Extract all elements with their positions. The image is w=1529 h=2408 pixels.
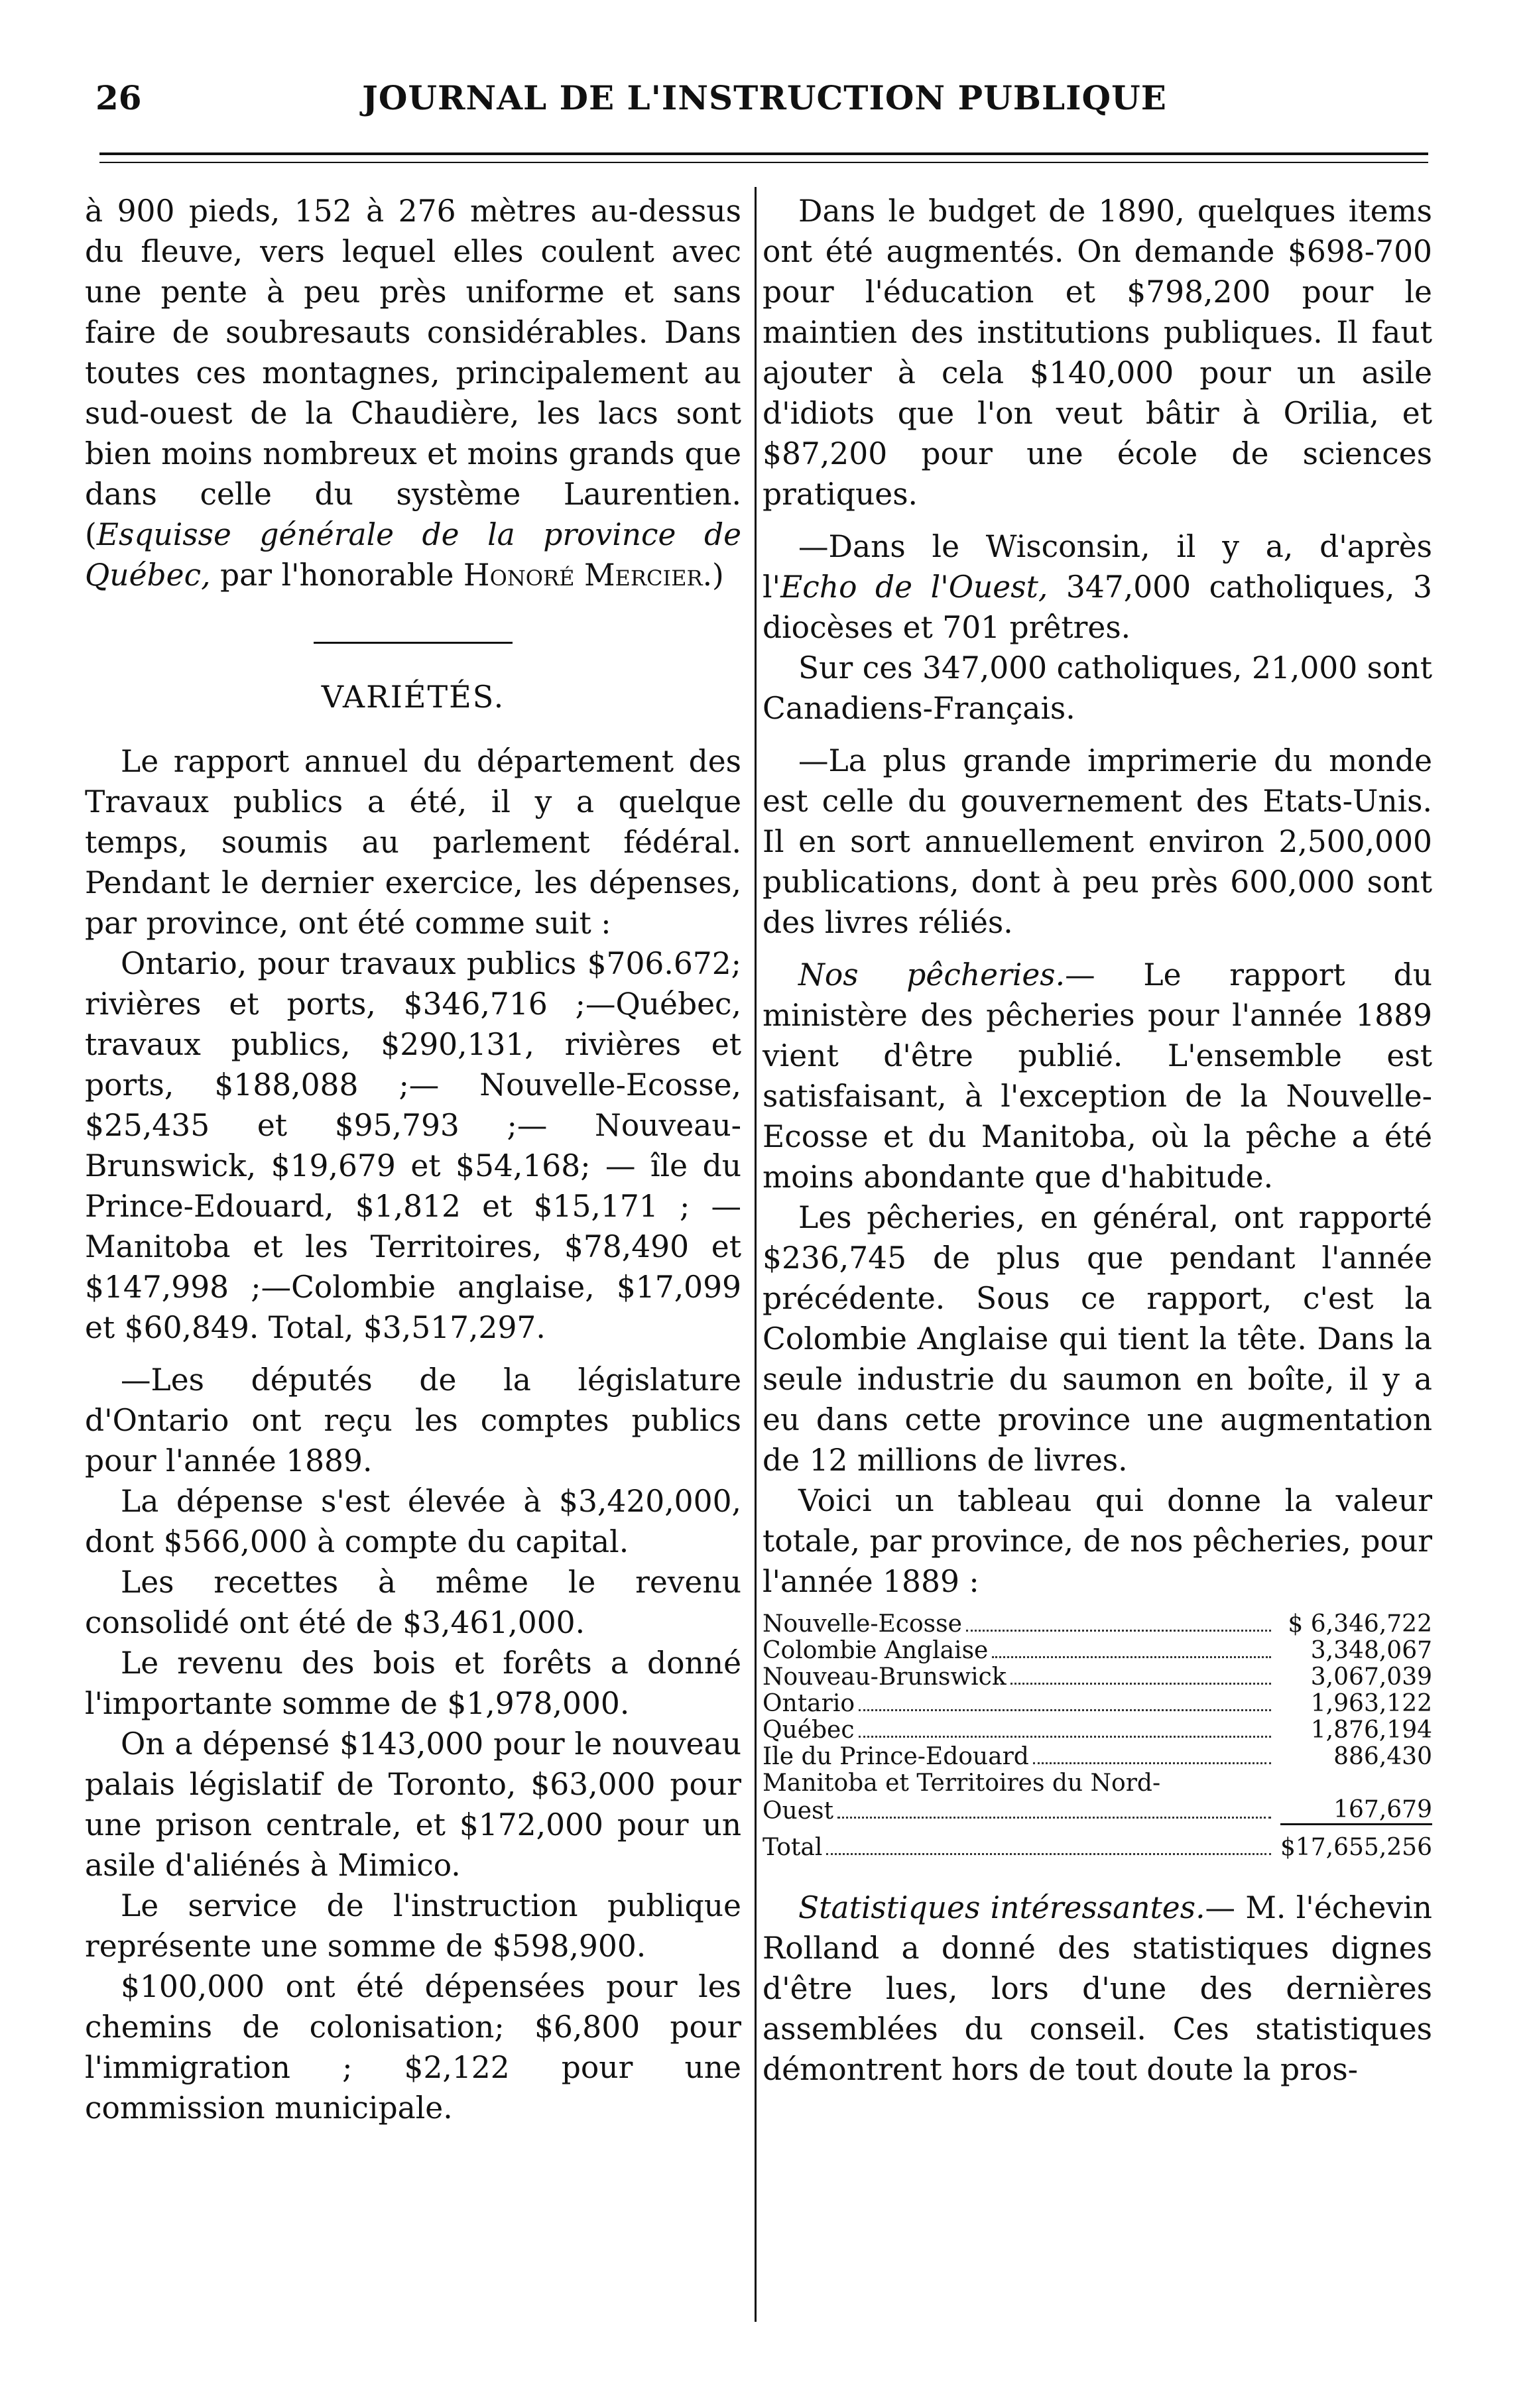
run-in-heading: Statistiques intéressantes. — [798, 1890, 1205, 1925]
table-row — [763, 1744, 1432, 1770]
dot-leader — [837, 1817, 1271, 1819]
value-cell: $ 6,346,722 — [1288, 1610, 1432, 1638]
total-value: $17,655,256 — [1280, 1825, 1432, 1862]
leader-line — [763, 1744, 1275, 1770]
dot-leader — [859, 1709, 1271, 1711]
citation-by: par l'honorable — [210, 558, 463, 593]
paragraph — [763, 1888, 1432, 2090]
table-row — [763, 1797, 1432, 1825]
value-cell: 1,963,122 — [1310, 1690, 1432, 1717]
fisheries-table — [763, 1611, 1432, 1861]
table-row — [763, 1691, 1432, 1717]
province-cell — [763, 1717, 1280, 1744]
paragraph: Le service de l'instruction publique représente une somme de $598,900. — [85, 1888, 741, 1964]
paragraph: —La plus grande imprimerie du monde est celle du gouvernement des Etats-Unis. Il en sort annuellement environ 2,500,000 publications, dont à peu près 600,000 sont des livres réliés. — [763, 743, 1432, 940]
paragraph: Le revenu des bois et forêts a donné l'importante somme de $1,978,000. — [85, 1646, 741, 1721]
province-name: Nouvelle-Ecosse — [763, 1610, 962, 1638]
continued-text: à 900 pieds, 152 à 276 mètres au-dessus du fleuve, vers lequel elles coulent avec une pente à peu près uniforme et sans faire de soubresauts considérables. Dans toutes ces montagnes, principalement au sud-ouest de la Chaudière, les lacs sont bien moins nombreux et moins grands que dans celle du système Laurentien. ( — [85, 194, 741, 552]
table-row — [763, 1638, 1432, 1664]
dot-leader — [859, 1736, 1271, 1738]
value-cell: 3,067,039 — [1310, 1663, 1432, 1691]
province-name: Ontario — [763, 1690, 855, 1717]
table-row — [763, 1717, 1432, 1744]
paragraph: Les pêcheries, en général, ont rapporté $236,745 de plus que pendant l'année précédente. Sous ce rapport, c'est la Colombie Anglaise qui tient la tête. Dans la seule industrie du saumon en boîte, il y a eu dans cette province une augmentation de 12 millions de livres. — [763, 1200, 1432, 1478]
province-cell — [763, 1797, 1280, 1825]
paragraph: Dans le budget de 1890, quelques items ont été augmentés. On demande $698-700 pour l'éducation et $798,200 pour le maintien des institutions publiques. Il faut ajouter à cela $140,000 pour un asile d'idiots que l'on veut bâtir à Orilia, et $87,200 pour une école de sciences pratiques. — [763, 194, 1432, 512]
left-column — [85, 191, 741, 2128]
continued-paragraph — [85, 191, 741, 595]
column-divider — [755, 187, 757, 2322]
paragraph: Voici un tableau qui donne la valeur totale, par province, de nos pêcheries, pour l'année 1889 : — [763, 1483, 1432, 1599]
value-cell: 886,430 — [1333, 1743, 1432, 1770]
section-divider — [314, 642, 513, 644]
province-cell — [763, 1691, 1280, 1717]
header-rule — [99, 152, 1428, 155]
province-cell: Manitoba et Territoires du Nord- — [763, 1770, 1161, 1797]
leader-line — [763, 1691, 1275, 1717]
paragraph-text: — Le rapport du ministère des pêcheries pour l'année 1889 vient d'être publié. L'ensemble est satisfaisant, à l'exception de la Nouvelle-Ecosse et du Manitoba, où la pêche a été moins abondante que d'habitude. — [763, 957, 1432, 1195]
leader-line — [763, 1798, 1275, 1825]
province-cell — [763, 1744, 1280, 1770]
leader-line — [763, 1835, 1275, 1861]
value-cell: 1,876,194 — [1310, 1716, 1432, 1744]
paragraph: Le rapport annuel du département des Travaux publics a été, il y a quelque temps, soumis au parlement fédéral. Pendant le dernier exercice, les dépenses, par province, ont été comme suit : — [85, 744, 741, 941]
paragraph: La dépense s'est élevée à $3,420,000, dont $566,000 à compte du capital. — [85, 1484, 741, 1559]
table-row — [763, 1770, 1432, 1797]
leader-line — [763, 1664, 1275, 1691]
section-title: VARIÉTÉS. — [321, 679, 505, 715]
table-row — [763, 1664, 1432, 1691]
dot-leader — [826, 1853, 1271, 1855]
paragraph-text: —Dans le Wisconsin, il y a, d'après l' — [763, 529, 1432, 605]
province-name: Colombie Anglaise — [763, 1637, 989, 1664]
table-row — [763, 1611, 1432, 1638]
paragraph-text: 347,000 catholiques, 3 diocèses et 701 prêtres. — [763, 570, 1432, 645]
value-cell: 167,679 — [1333, 1796, 1432, 1823]
province-cell — [763, 1638, 1280, 1664]
province-name: Total — [763, 1834, 823, 1861]
paragraph: Sur ces 347,000 catholiques, 21,000 sont Canadiens-Français. — [763, 650, 1432, 726]
total-row — [763, 1825, 1432, 1862]
right-column — [763, 191, 1432, 2090]
province-name: Nouveau-Brunswick — [763, 1663, 1007, 1691]
citation-author: Honoré Mercier — [463, 558, 703, 593]
leader-line — [763, 1611, 1275, 1638]
province-cell — [763, 1664, 1280, 1691]
running-head: JOURNAL DE L'INSTRUCTION PUBLIQUE — [362, 78, 1167, 117]
paragraph — [763, 955, 1432, 1197]
page-number: 26 — [95, 78, 142, 117]
header-rule-thin — [99, 162, 1428, 163]
paragraph: —Les députés de la législature d'Ontario ont reçu les comptes publics pour l'année 1889. — [85, 1362, 741, 1478]
paragraph: On a dépensé $143,000 pour le nouveau palais législatif de Toronto, $63,000 pour une prison centrale, et $172,000 pour un asile d'aliénés à Mimico. — [85, 1726, 741, 1883]
dot-leader — [1010, 1683, 1271, 1685]
paragraph: $100,000 ont été dépensées pour les chemins de colonisation; $6,800 pour l'immigration ; $2,122 pour une commission municipale. — [85, 1969, 741, 2126]
paragraph-text: — M. l'échevin Rolland a donné des statistiques dignes d'être lues, lors d'une des dernières assemblées du conseil. Ces statistiques démontrent hors de tout doute la pros- — [763, 1890, 1432, 2087]
dot-leader — [966, 1630, 1271, 1632]
dot-leader — [1033, 1762, 1271, 1764]
province-cell — [763, 1825, 1280, 1862]
value-cell-empty — [1280, 1770, 1432, 1797]
leader-line — [763, 1717, 1275, 1744]
leader-line — [763, 1638, 1275, 1664]
province-cell — [763, 1611, 1280, 1638]
paragraph: Ontario, pour travaux publics $706.672; rivières et ports, $346,716 ;—Québec, travaux publics, $290,131, rivières et ports, $188,088 ;— Nouvelle-Ecosse, $25,435 et $95,793 ;— Nouveau-Brunswick, $19,679 et $54,168; — île du Prince-Edouard, $1,812 et $15,171 ; — Manitoba et les Territoires, $78,490 et $147,998 ;—Colombie anglaise, $17,099 et $60,849. Total, $3,517,297. — [85, 946, 741, 1345]
province-name: Ile du Prince-Edouard — [763, 1743, 1029, 1770]
source-title: Echo de l'Ouest, — [780, 570, 1048, 605]
paragraph — [763, 526, 1432, 648]
run-in-heading: Nos pêcheries. — [798, 957, 1066, 993]
province-name: Ouest — [763, 1797, 833, 1825]
citation-title: Esquisse générale de la province de Québec, — [85, 517, 741, 593]
citation-close: .) — [702, 558, 724, 593]
value-cell: 3,348,067 — [1310, 1637, 1432, 1664]
dot-leader — [992, 1656, 1271, 1658]
paragraph: Les recettes à même le revenu consolidé ont été de $3,461,000. — [85, 1565, 741, 1640]
province-name: Québec — [763, 1716, 855, 1744]
